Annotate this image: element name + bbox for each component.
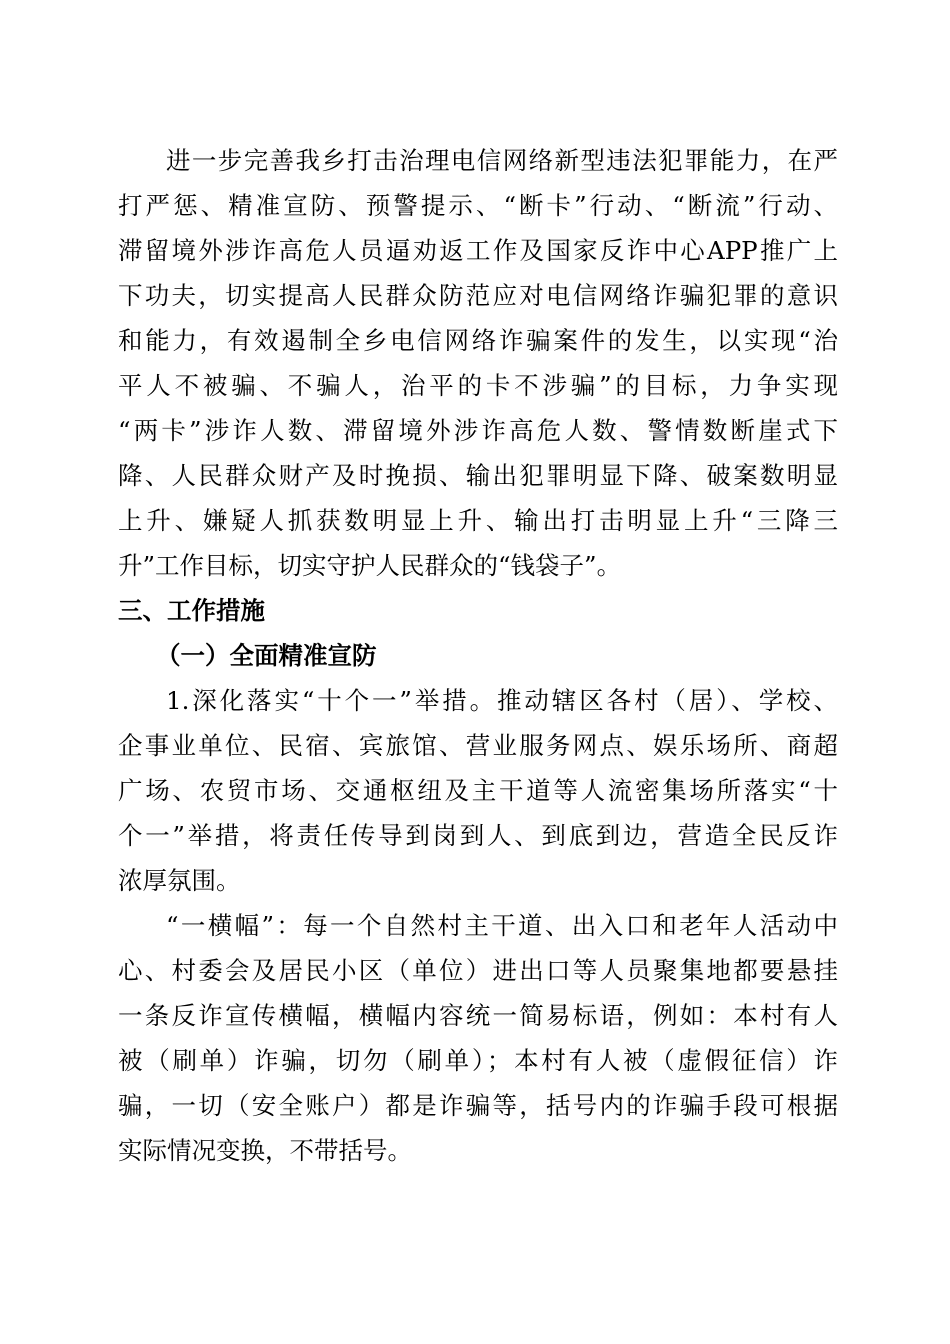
intro-line-1: 进一步完善我乡打击治理电信网络新型违法犯罪能力，在严 [166, 146, 838, 175]
intro-line-3: 滞留境外涉诈高危人员逼劝返工作及国家反诈中心APP推广上 [118, 236, 838, 265]
intro-line-8: 降、人民群众财产及时挽损、输出犯罪明显下降、破案数明显 [118, 461, 838, 490]
section-heading: 三、工作措施 [118, 596, 265, 625]
banner-line-4: 被（刷单）诈骗，切勿（刷单）；本村有人被（虚假征信）诈 [118, 1046, 838, 1075]
banner-line-6: 实际情况变换，不带括号。 [118, 1136, 412, 1165]
intro-line-5: 和能力，有效遏制全乡电信网络诈骗案件的发生，以实现“治 [118, 326, 838, 355]
intro-line-10: 升”工作目标，切实守护人民群众的“钱袋子”。 [118, 551, 622, 580]
item1-line-1: 1.深化落实“十个一”举措。推动辖区各村（居）、学校、 [166, 686, 838, 715]
banner-line-5: 骗，一切（安全账户）都是诈骗等，括号内的诈骗手段可根据 [118, 1091, 838, 1120]
item1-line-5: 浓厚氛围。 [118, 866, 241, 895]
intro-line-2: 打严惩、精准宣防、预警提示、“断卡”行动、“断流”行动、 [118, 191, 838, 220]
banner-line-2: 心、村委会及居民小区（单位）进出口等人员聚集地都要悬挂 [118, 956, 838, 985]
banner-line-3: 一条反诈宣传横幅，横幅内容统一简易标语，例如：本村有人 [118, 1001, 838, 1030]
banner-line-1: “一横幅”：每一个自然村主干道、出入口和老年人活动中 [166, 911, 838, 940]
item1-line-2: 企事业单位、民宿、宾旅馆、营业服务网点、娱乐场所、商超 [118, 731, 838, 760]
subsection-heading: （一）全面精准宣防 [156, 641, 377, 670]
intro-line-4: 下功夫，切实提高人民群众防范应对电信网络诈骗犯罪的意识 [118, 281, 838, 310]
intro-line-7: “两卡”涉诈人数、滞留境外涉诈高危人数、警情数断崖式下 [118, 416, 838, 445]
intro-line-9: 上升、嫌疑人抓获数明显上升、输出打击明显上升“三降三 [118, 506, 838, 535]
item1-line-4: 个一”举措，将责任传导到岗到人、到底到边，营造全民反诈 [118, 821, 838, 850]
item1-line-3: 广场、农贸市场、交通枢纽及主干道等人流密集场所落实“十 [118, 776, 838, 805]
intro-line-6: 平人不被骗、不骗人，治平的卡不涉骗”的目标，力争实现 [118, 371, 838, 400]
